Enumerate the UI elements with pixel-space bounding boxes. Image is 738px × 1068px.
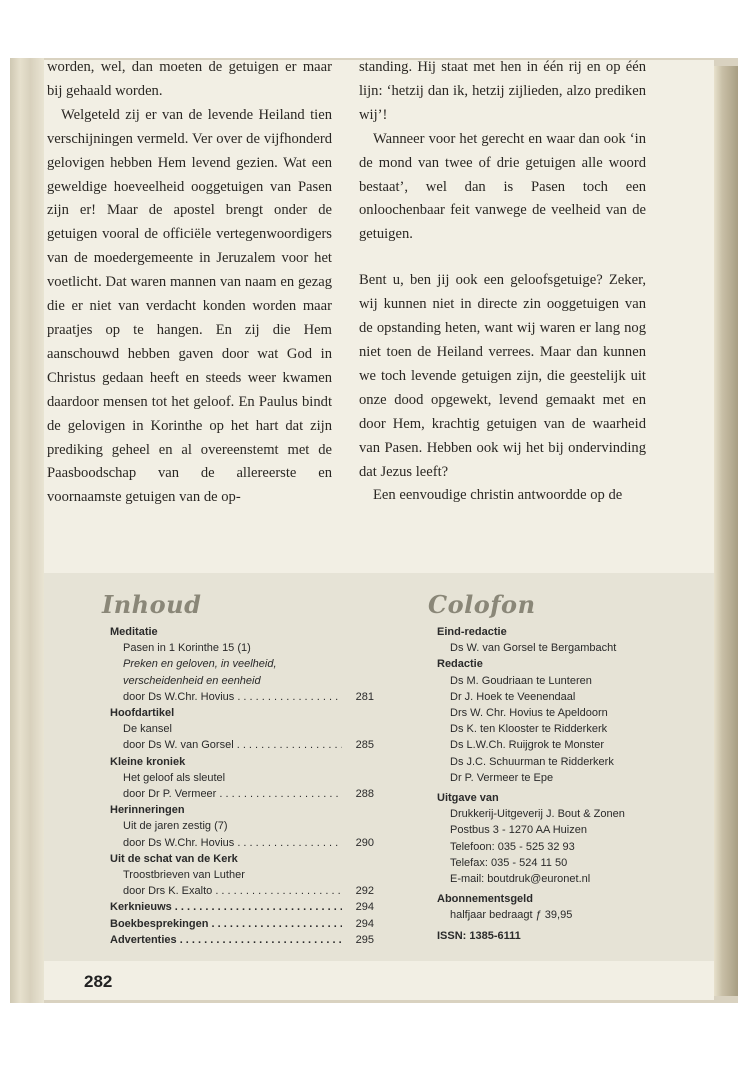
toc-section: Herinneringen (110, 804, 185, 817)
colofon-line: Telefoon: 035 - 525 32 93 (450, 840, 575, 853)
toc-row (110, 835, 374, 851)
toc-row (110, 786, 374, 802)
colofon-line: E-mail: boutdruk@euronet.nl (450, 873, 591, 886)
colofon-line: Postbus 3 - 1270 AA Huizen (450, 824, 587, 837)
toc-page: 285 (355, 739, 374, 752)
page-edges-left (10, 58, 44, 1003)
toc-section: Boekbesprekingen . . . (110, 916, 342, 932)
colofon-line: Telefax: 035 - 524 11 50 (450, 856, 568, 869)
paragraph: Bent u, ben jij ook een geloofsgetuige? Zeker, wij kunnen niet in directe zin ooggetuigen van de opstanding heten, want wij waren er lang nog niet toen de Heiland verrees. Maar dan kunnen we toch levende getuigen zijn, die geestelijk uit onze dood opgewekt, levend gemaakt met en door Hem, krachtig getuigen van de waarheid van Pasen. Hebben ook wij het bij ondervinding dat Jezus leeft? (359, 272, 646, 480)
toc-entry: Uit de jaren zestig (7) (123, 820, 228, 833)
colofon-line: Ds J.C. Schuurman te Ridderkerk (450, 755, 614, 768)
colofon-line: Ds L.W.Ch. Ruijgrok te Monster (450, 739, 605, 752)
toc-page: 292 (355, 885, 374, 898)
toc-row (110, 737, 374, 753)
toc-row (110, 883, 374, 899)
paragraph: standing. Hij staat met hen in één rij en op één lijn: ‘hetzij dan ik, hetzij zijlieden, alzo prediken wij’! (359, 59, 646, 123)
toc-entry: verscheidenheid en eenheid (123, 674, 261, 687)
text-column-left (47, 56, 332, 510)
toc-row (110, 916, 374, 932)
toc-entry: door Ds W.Chr. Hovius . . . (123, 835, 342, 851)
toc-page: 290 (355, 836, 374, 849)
toc-entry: door Dr P. Vermeer . . . (123, 786, 342, 802)
toc-row (110, 932, 374, 948)
colofon-heading: Redactie (437, 658, 483, 671)
toc-row (110, 689, 374, 705)
toc-page: 294 (355, 917, 374, 930)
toc-section: Hoofdartikel (110, 707, 175, 720)
toc-section: Advertenties . . . (110, 932, 342, 948)
toc-row (110, 899, 374, 915)
colofon-line: Ds K. ten Klooster te Ridderkerk (450, 723, 608, 736)
colofon-line: Dr J. Hoek te Veenendaal (450, 690, 576, 703)
colofon-line: Ds W. van Gorsel te Bergambacht (450, 642, 617, 655)
colofon-line: halfjaar bedraagt ƒ 39,95 (450, 909, 573, 922)
paragraph: Welgeteld zij er van de levende Heiland tien verschijningen vermeld. Ver over de vijfhonderd gelovigen hebben Hem levend gezien. Wat een geweldige hoeveelheid ooggetuigen van Pasen zijn er! Maar de apostel brengt onder de getuigen vooral de officiële vertegenwoordigers van de moedergemeente in Jeruzalem voor het voetlicht. Dat waren mannen van naam en gezag die er niet van verdacht konden worden maar praatjes op te hangen. En zij die Hem aanschouwd hebben gaven door wat God in Christus gedaan heeft en steeds weer kwamen daardoor mensen tot het geloof. En Paulus bindt de gelovigen in Korinthe op het hart dat zijn prediking geheel en al overeenstemt met de Paasboodschap van de allereerste en voornaamste getuigen van de op- (47, 106, 332, 506)
toc-section: Uit de schat van de Kerk (110, 852, 238, 865)
toc-section: Kleine kroniek (110, 755, 186, 768)
paragraph: Wanneer voor het gerecht en waar dan ook ‘in de mond van twee of drie getuigen alle woord bestaat’, wel dan is Pasen toch een onloochenbaar feit vanwege de veelheid van de getuigen. (359, 130, 646, 243)
table-of-contents (110, 624, 374, 948)
toc-entry: door Ds W.Chr. Hovius . . . (123, 689, 342, 705)
colofon-heading: Eind-redactie (437, 626, 507, 638)
toc-entry: De kansel (123, 723, 172, 736)
toc-entry: Pasen in 1 Korinthe 15 (1) (123, 642, 251, 655)
colofon-line: Ds M. Goudriaan te Lunteren (450, 674, 592, 687)
toc-section: Meditatie (110, 626, 158, 638)
toc-page: 294 (355, 901, 374, 914)
toc-entry: door Drs K. Exalto . . . (123, 883, 342, 899)
colofon-heading: Uitgave van (437, 792, 499, 805)
toc-entry: Troostbrieven van Luther (123, 869, 245, 882)
colofon-line: Drs W. Chr. Hovius te Apeldoorn (450, 707, 608, 720)
issn: ISSN: 1385-6111 (437, 929, 521, 942)
colofon-line: Drukkerij-Uitgeverij J. Bout & Zonen (450, 808, 625, 821)
toc-entry: Het geloof als sleutel (123, 771, 226, 784)
paragraph: Een eenvoudige christin antwoordde op de (373, 487, 623, 504)
toc-page: 288 (355, 788, 374, 801)
toc-page: 281 (355, 690, 374, 703)
toc-page: 295 (355, 933, 374, 946)
colofon-block (437, 624, 687, 944)
inhoud-title: Inhoud (102, 590, 202, 619)
colofon-heading: Abonnementsgeld (437, 893, 533, 906)
toc-section: Kerknieuws . . . (110, 899, 342, 915)
paragraph: worden, wel, dan moeten de getuigen er maar bij gehaald worden. (47, 59, 332, 99)
toc-entry: door Ds W. van Gorsel . . . (123, 737, 342, 753)
page-number: 282 (84, 972, 113, 991)
colofon-title: Colofon (428, 590, 536, 619)
text-column-right (359, 56, 646, 508)
colofon-line: Dr P. Vermeer te Epe (450, 771, 554, 784)
page-edges-right (712, 66, 738, 996)
toc-entry: Preken en geloven, in veelheid, (123, 658, 277, 671)
